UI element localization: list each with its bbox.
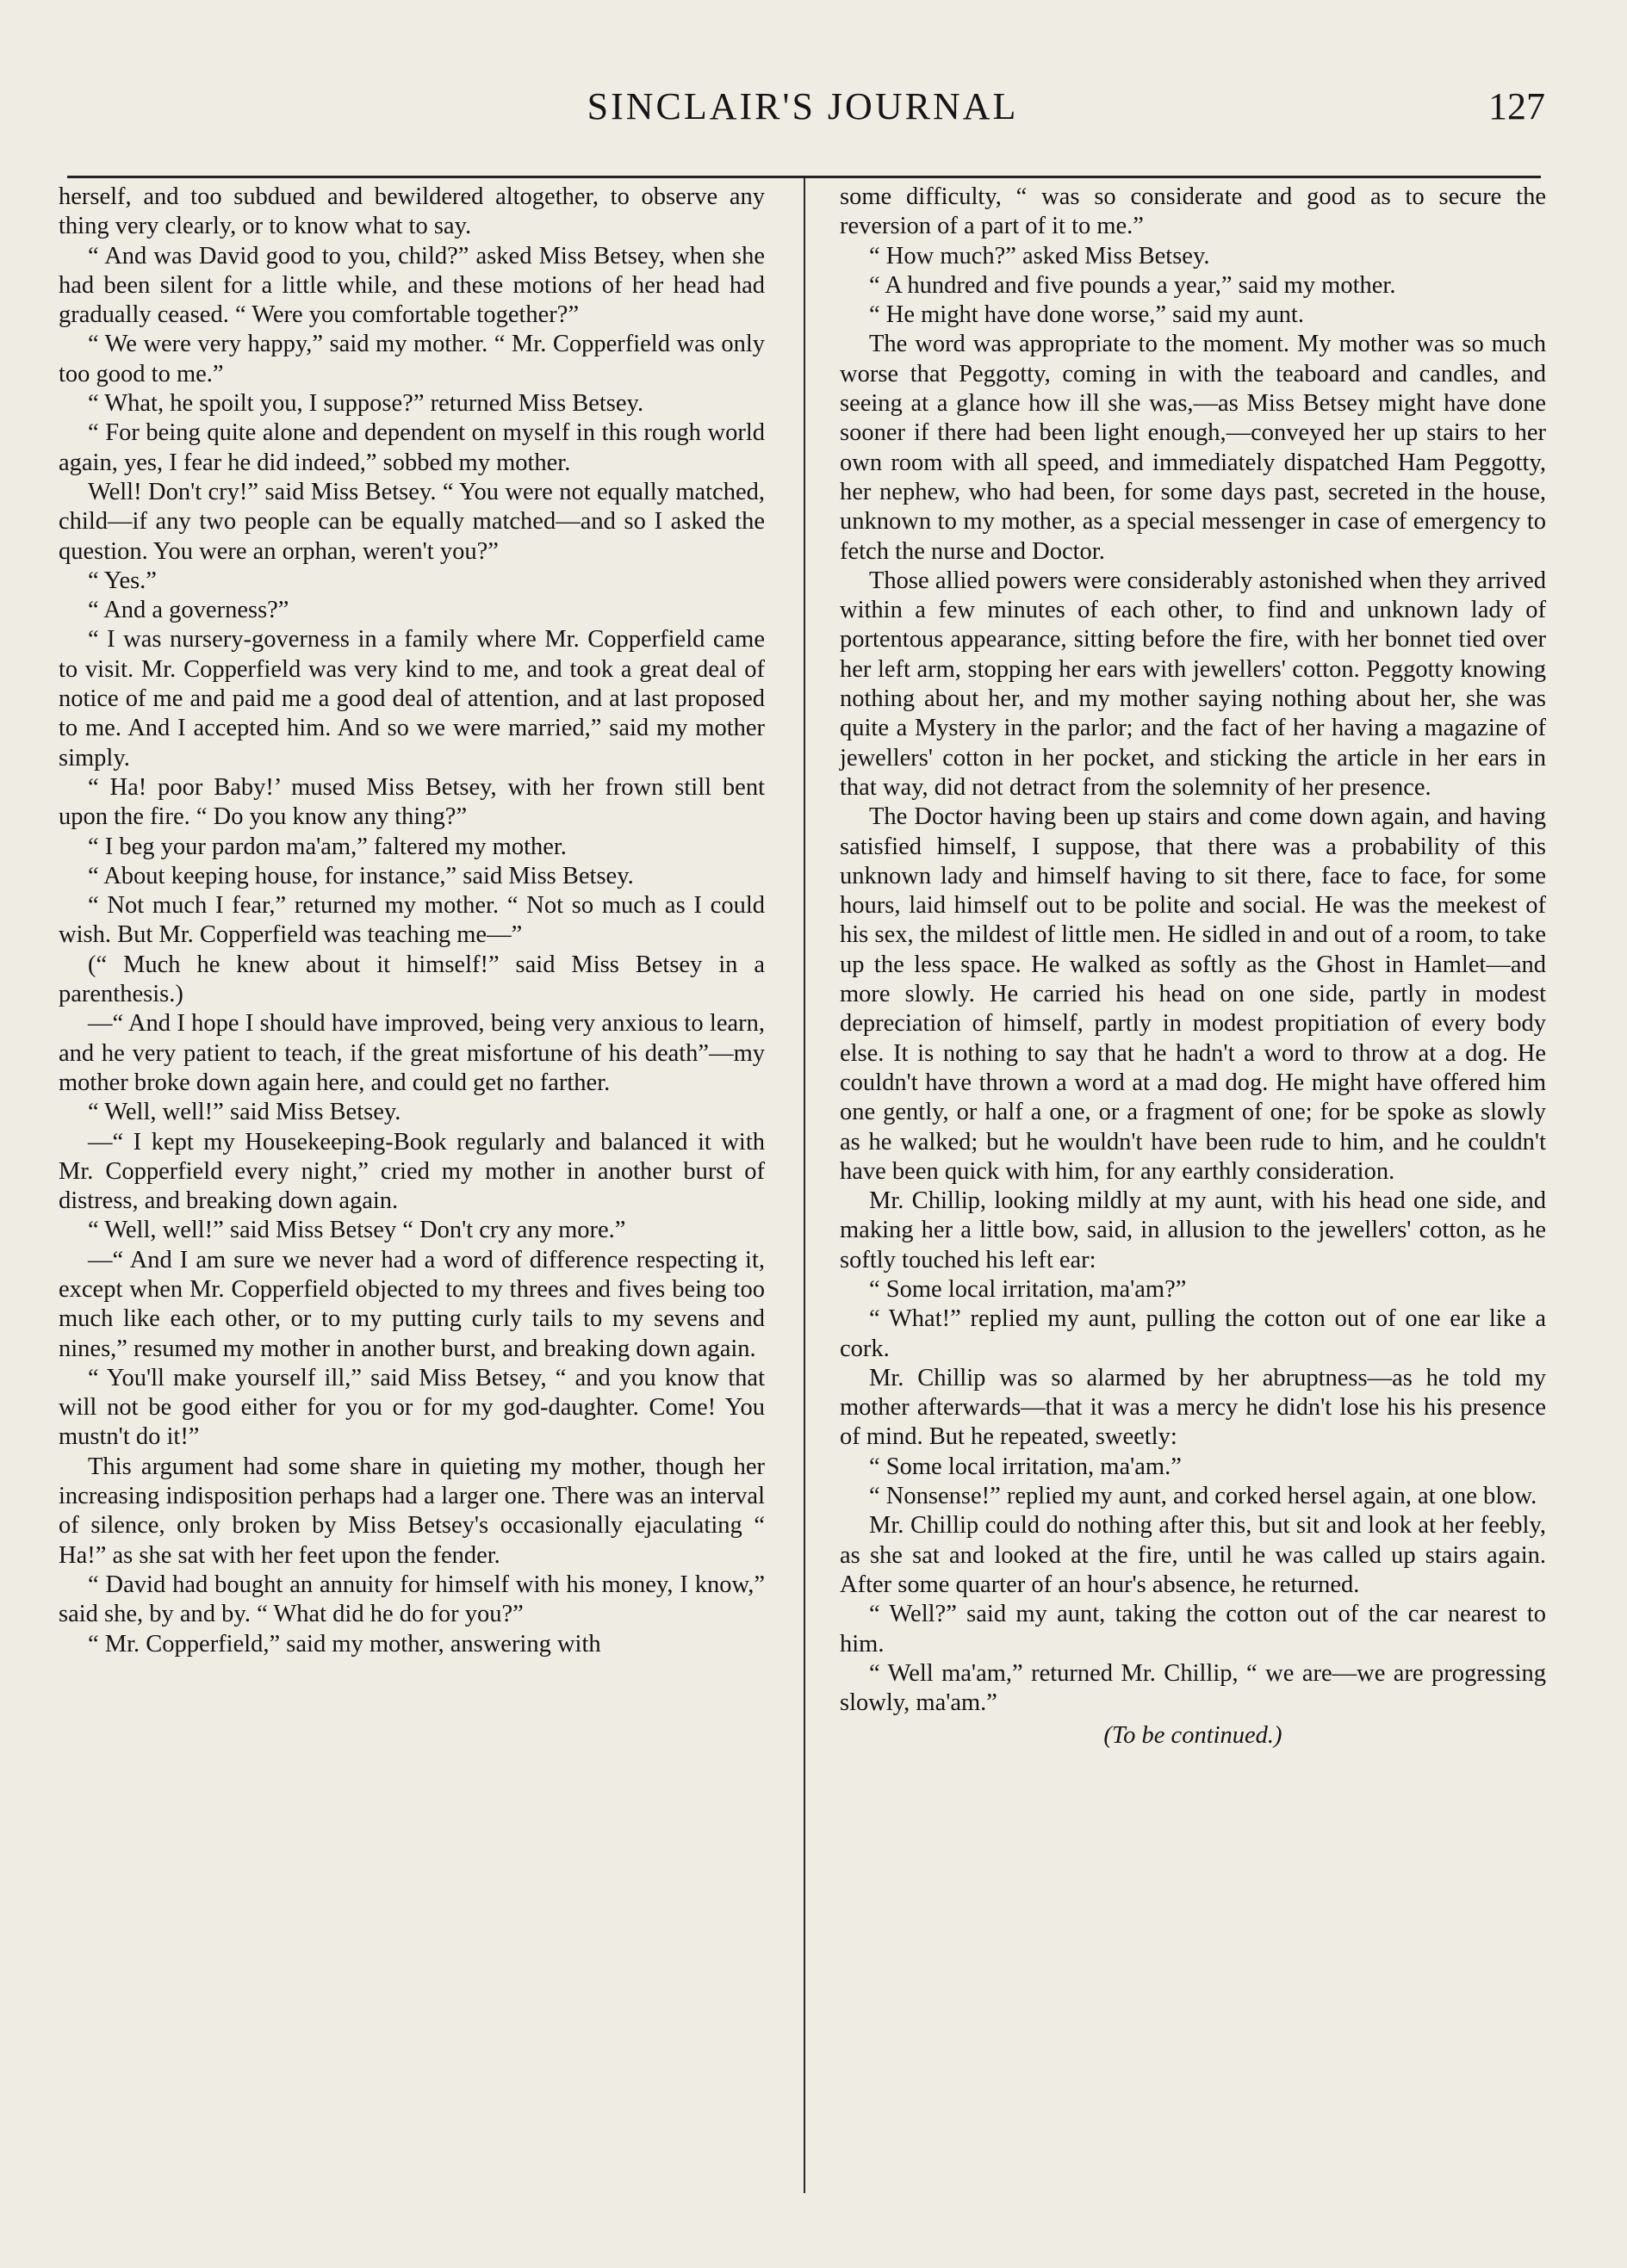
paragraph: “ And a governess?” [88, 597, 289, 624]
paragraph: “ And was David good to you, child?” asked Miss Betsey, when she had been silent for a little while, and these motions of her head had gradually ceased. “ Were you comfortable together?” [59, 242, 765, 329]
journal-title: SINCLAIR'S JOURNAL [587, 85, 1019, 127]
paragraph: —“ And I hope I should have improved, being very anxious to learn, and he very patient to teach, if the great misfortune of his death”—my mother broke down again here, and could get no farther. [59, 1010, 765, 1096]
paragraph: Mr. Chillip, looking mildly at my aunt, with his head one side, and making her a little bow, said, in allusion to the jewellers' cotton, as he softly touched his left ear: [840, 1187, 1546, 1273]
paragraph: “ Well, well!” said Miss Betsey “ Don't cry any more.” [88, 1217, 626, 1244]
paragraph: herself, and too subdued and bewildered altogether, to observe any thing very clearly, or to know what to say. [59, 183, 765, 240]
paragraph: —“ And I am sure we never had a word of difference respecting it, except when Mr. Copperfield objected to my threes and fives being too much like each other, or to my putting curly tails to my sevens and nines,” resumed my mother in another burst, and breaking down again. [59, 1246, 765, 1362]
paragraph: “ You'll make yourself ill,” said Miss Betsey, “ and you know that will not be good either for you or for my god-daughter. Come! You mustn't do it!” [59, 1364, 765, 1451]
paragraph: Mr. Chillip could do nothing after this, but sit and look at her feebly, as she sat and looked at the fire, until he was called up stairs again. After some quarter of an hour's absence, he returned. [840, 1512, 1546, 1598]
right-column [840, 183, 1546, 1751]
paragraph: “ Not much I fear,” returned my mother. “ Not so much as I could wish. But Mr. Copperfield was teaching me—” [59, 892, 765, 949]
paragraph: “ He might have done worse,” said my aunt. [869, 301, 1304, 329]
paragraph: “ Well?” said my aunt, taking the cotton out of the car nearest to him. [840, 1601, 1546, 1658]
paragraph: “ Mr. Copperfield,” said my mother, answering with [88, 1630, 601, 1658]
paragraph: “ Some local irritation, ma'am.” [869, 1453, 1182, 1480]
page-header [60, 77, 1545, 138]
paragraph: “ David had bought an annuity for himself with his money, I know,” said she, by and by. “ What did he do for you?” [59, 1571, 765, 1628]
paragraph: “ For being quite alone and dependent on myself in this rough world again, yes, I fear he did indeed,” sobbed my mother. [59, 419, 765, 476]
paragraph: “ What, he spoilt you, I suppose?” returned Miss Betsey. [88, 390, 644, 418]
to-be-continued: (To be continued.) [1103, 1722, 1282, 1750]
paragraph: “ A hundred and five pounds a year,” said my mother. [869, 271, 1396, 299]
paragraph: “ Well ma'am,” returned Mr. Chillip, “ we are—we are progressing slowly, ma'am.” [840, 1659, 1546, 1717]
page-number: 127 [1488, 85, 1545, 127]
left-column [59, 183, 765, 1659]
paragraph: The Doctor having been up stairs and come down again, and having satisfied himself, I suppose, that there was a probability of this unknown lady and himself having to sit there, face to face, for some hours, laid himself out to be polite and social. He was the meekest of his sex, the mildest of little men. He sidled in and out of a room, to take up the less space. He walked as softly as the Ghost in Hamlet—and more slowly. He carried his head on one side, partly in modest depreciation of himself, partly in modest propitiation of every body else. It is nothing to say that he hadn't a word to throw at a dog. He couldn't have thrown a word at a mad dog. He might have offered him one gently, or half a one, or a fragment of one; for be spoke as slowly as he walked; but he wouldn't have been rude to him, and he couldn't have been quick with him, for any earthly consideration. [840, 803, 1546, 1185]
paragraph: “ Ha! poor Baby!’ mused Miss Betsey, with her frown still bent upon the fire. “ Do you know any thing?” [59, 773, 765, 831]
column-divider [804, 178, 805, 2193]
paragraph: “ What!” replied my aunt, pulling the cotton out of one ear like a cork. [840, 1305, 1546, 1362]
paragraph: “ Yes.” [88, 567, 157, 594]
paragraph: Mr. Chillip was so alarmed by her abruptness—as he told my mother afterwards—that it was a mercy he didn't lose his his presence of mind. But he repeated, sweetly: [840, 1364, 1546, 1451]
paragraph: some difficulty, “ was so considerate and good as to secure the reversion of a part of it to me.” [840, 183, 1546, 240]
paragraph: “ Well, well!” said Miss Betsey. [88, 1099, 401, 1126]
paragraph: This argument had some share in quieting my mother, though her increasing indisposition perhaps had a larger one. There was an interval of silence, only broken by Miss Betsey's occasionally ejaculating “ Ha!” as she sat with her feet upon the fender. [59, 1453, 765, 1569]
paragraph: “ I beg your pardon ma'am,” faltered my mother. [88, 833, 567, 860]
paragraph: “ Nonsense!” replied my aunt, and corked hersel again, at one blow. [869, 1483, 1537, 1510]
paragraph: The word was appropriate to the moment. My mother was so much worse that Peggotty, coming in with the teaboard and candles, and seeing at a glance how ill she was,—as Miss Betsey might have done sooner if there had been light enough,—conveyed her up stairs to her own room with all speed, and immediately dispatched Ham Peggotty, her nephew, who had been, for some days past, secreted in the house, unknown to my mother, as a special messenger in case of emergency to fetch the nurse and Doctor. [840, 331, 1546, 565]
paragraph: Those allied powers were considerably astonished when they arrived within a few minutes of each other, to find and unknown lady of portentous appearance, sitting before the fire, with her bonnet tied over her left arm, stopping her ears with jewellers' cotton. Peggotty knowing nothing about her, and my mother saying nothing about her, she was quite a Mystery in the parlor; and the fact of her having a magazine of jewellers' cotton in her pocket, and sticking the article in her ears in that way, did not detract from the solemnity of her presence. [840, 567, 1546, 801]
paragraph: “ About keeping house, for instance,” said Miss Betsey. [88, 862, 634, 889]
paragraph: —“ I kept my Housekeeping-Book regularly and balanced it with Mr. Copperfield every night,” cried my mother in another burst of distress, and breaking down again. [59, 1128, 765, 1215]
paragraph: (“ Much he knew about it himself!” said Miss Betsey in a parenthesis.) [59, 951, 765, 1008]
paragraph: “ Some local irritation, ma'am?” [869, 1275, 1187, 1303]
paragraph: Well! Don't cry!” said Miss Betsey. “ You were not equally matched, child—if any two people can be equally matched—and so I asked the question. You were an orphan, weren't you?” [59, 478, 765, 565]
paragraph: “ How much?” asked Miss Betsey. [869, 242, 1210, 270]
paragraph: “ We were very happy,” said my mother. “ Mr. Copperfield was only too good to me.” [59, 331, 765, 387]
paragraph: “ I was nursery-governess in a family where Mr. Copperfield came to visit. Mr. Copperfield was very kind to me, and took a great deal of notice of me and paid me a good deal of attention, and at last proposed to me. And I accepted him. And so we were married,” said my mother simply. [59, 626, 765, 771]
